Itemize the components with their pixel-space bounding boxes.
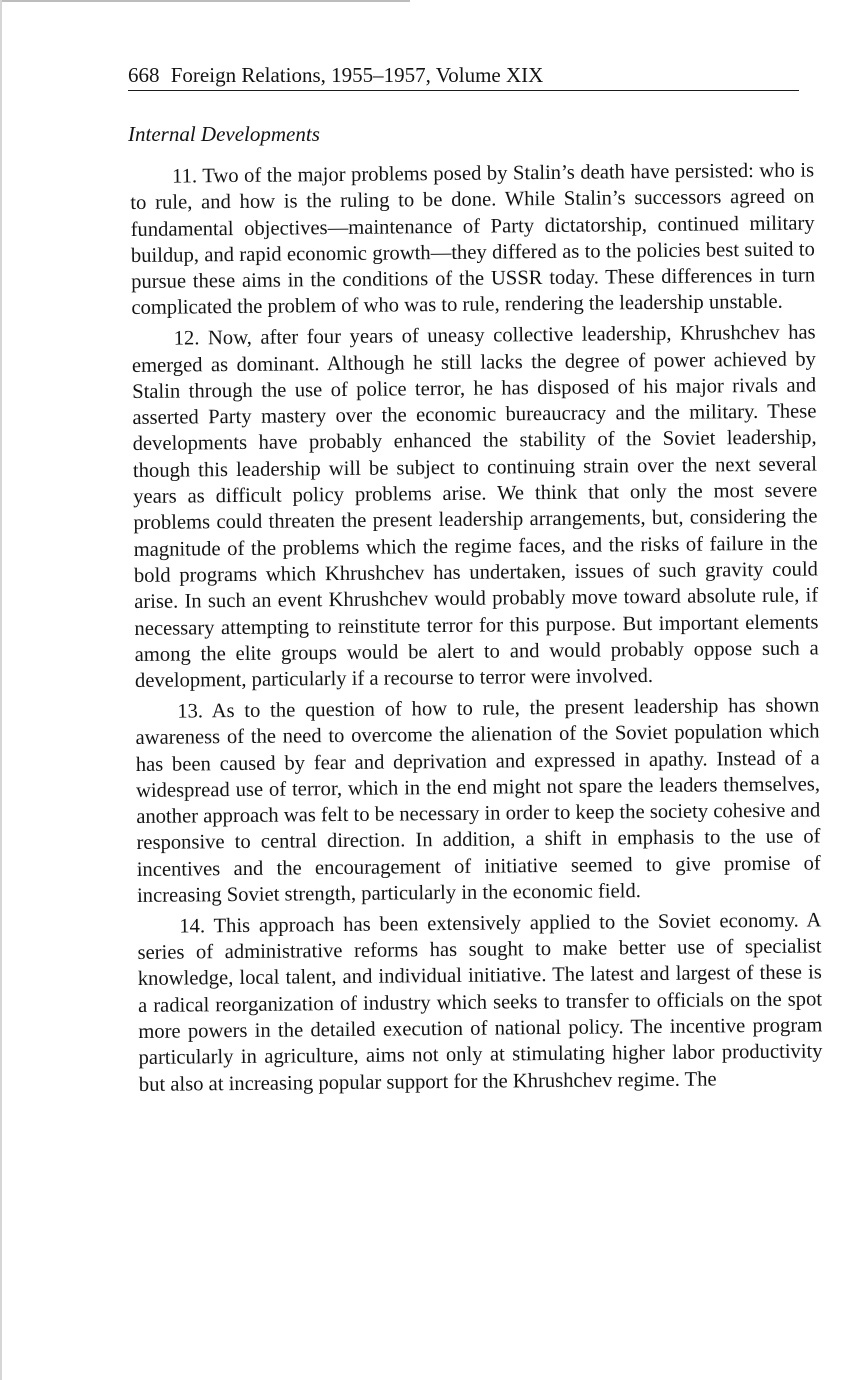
running-title: Foreign Relations, 1955–1957, Volume XIX [170,63,544,87]
paragraph-11: 11. Two of the major problems posed by Stalin’s death have persisted: who is to rule, and how is the ruling to be done. While Stalin’s successors agreed on fundamental objectives—maintenance of Party dictatorship, continued military buildup, and rapid economic growth—they differed as to the policies best suited to pursue these aims in the conditions of the USSR today. These differences in turn complicated the problem of who was to rule, rendering the leadership unstable. [130,159,816,320]
paragraph-12: 12. Now, after four years of uneasy collective leadership, Khrushchev has emerged as dominant. Although he still lacks the degree of power achieved by Stalin through the use of police terror, he has disposed of his major rivals and asserted Party mastery over the economic bureaucracy and the military. These developments have probably enhanced the stability of the Soviet leadership, though this leadership will be subject to continuing strain over the next several years as difficult policy problems arise. We think that only the most severe problems could threaten the present leadership arrangements, but, considering the magnitude of the problems which the regime faces, and the risks of failure in the bold programs which Khrushchev has undertaken, issues of such gravity could arise. In such an event Khrushchev would probably move toward absolute rule, if necessary attempting to reinstitute terror for this purpose. But important elements among the elite groups would be alert to and would probably oppose such a development, particularly if a recourse to terror were involved. [131,321,819,693]
paragraph-13: 13. As to the question of how to rule, the present leadership has shown awareness of the need to overcome the alienation of the Soviet population which has been caused by fear and deprivation and expressed in apathy. Instead of a widespread use of terror, which in the end might not spare the leaders themselves, another approach was felt to be necessary in order to keep the society cohesive and responsive to central direction. In addition, a shift in emphasis to the use of incentives and the encouragement of initiative seemed to give promise of increasing Soviet strength, particularly in the economic field. [135,694,821,907]
body-text [130,157,823,1102]
running-head [128,62,799,91]
scan-edge-left [0,0,2,1380]
scan-edge-top [0,0,410,2]
paragraph-14: 14. This approach has been extensively applied to the Soviet economy. A series of administrative reforms has sought to make better use of specialist knowledge, local talent, and individual initiative. The latest and largest of these is a radical reorganization of industry which seeks to transfer to officials on the spot more powers in the detailed execution of national policy. The incentive program particularly in agriculture, aims not only at stimulating higher labor productivity but also at increasing popular support for the Khrushchev regime. The [137,909,823,1096]
section-heading: Internal Developments [128,122,320,146]
page-number: 668 [128,63,160,87]
